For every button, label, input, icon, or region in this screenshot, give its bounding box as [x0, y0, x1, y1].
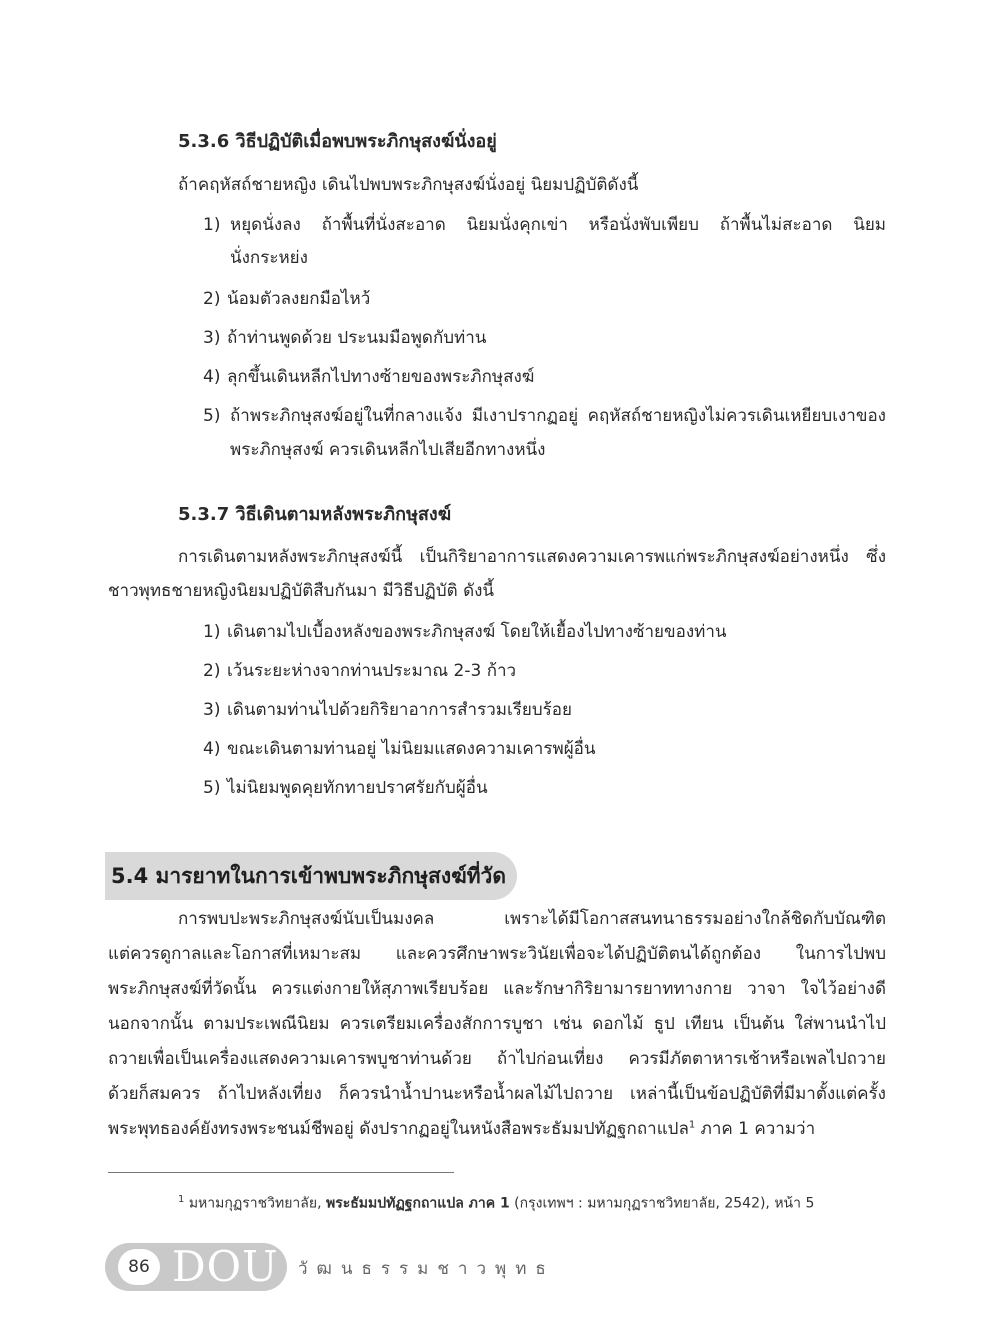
list-item-text-cont: นั่งกระหย่ง [230, 248, 308, 268]
list-number: 3) [203, 700, 221, 720]
list-number: 1) [203, 622, 221, 642]
paragraph-5-3-7-intro-cont: ชาวพุทธชายหญิงนิยมปฏิบัติสืบกันมา มีวิธีปฏิบัติ ดังนี้ [108, 581, 495, 601]
list-item [203, 365, 534, 389]
paragraph-line: นอกจากนั้น ตามประเพณีนิยม ควรเตรียมเครื่องสักการบูชา เช่น ดอกไม้ ธูป เทียน เป็นต้น ใส่พานนำไป [108, 1014, 886, 1034]
list-number: 5) [203, 778, 221, 798]
list-number: 4) [203, 367, 221, 387]
list-number: 2) [203, 289, 221, 309]
list-item [203, 659, 516, 683]
footnote-marker: 1 [178, 1194, 185, 1205]
list-item [203, 620, 727, 644]
list-item [203, 326, 486, 350]
paragraph-5-3-7-intro: การเดินตามหลังพระภิกษุสงฆ์นี้ เป็นกิริยาอาการแสดงความเคารพแก่พระภิกษุสงฆ์อย่างหนึ่ง ซึ่ง [178, 547, 886, 567]
footnote-details: (กรุงเทพฯ : มหามกุฏราชวิทยาลัย, 2542), หน้า 5 [509, 1195, 815, 1212]
paragraph-line: ด้วยก็สมควร ถ้าไปหลังเที่ยง ก็ควรนำน้ำปานะหรือน้ำผลไม้ไปถวาย เหล่านี้เป็นข้อปฏิบัติที่มีมาตั้งแต่ครั้ง [108, 1084, 886, 1104]
list-item-text: ไม่นิยมพูดคุยทักทายปราศรัยกับผู้อื่น [227, 778, 488, 798]
list-item-text: เดินตามไปเบื้องหลังของพระภิกษุสงฆ์ โดยให้เยื้องไปทางซ้ายของท่าน [227, 622, 727, 642]
paragraph-line-last [108, 1117, 815, 1141]
footnote-divider [108, 1172, 454, 1173]
section-title-5-4: 5.4 มารยาทในการเข้าพบพระภิกษุสงฆ์ที่วัด [111, 864, 506, 888]
list-item-text: น้อมตัวลงยกมือไหว้ [227, 289, 371, 309]
list-item [203, 404, 227, 428]
list-item-text: หยุดนั่งลง ถ้าพื้นที่นั่งสะอาด นิยมนั่งคุกเข่า หรือนั่งพับเพียบ ถ้าพื้นไม่สะอาด นิยม [230, 215, 886, 235]
list-item [203, 213, 227, 237]
list-number: 3) [203, 328, 221, 348]
paragraph-text: พระพุทธองค์ยังทรงพระชนม์ชีพอยู่ ดังปรากฏอยู่ในหนังสือพระธัมมปทัฏฐกถาแปล [108, 1119, 689, 1139]
list-number: 1) [203, 215, 221, 235]
list-item [203, 776, 488, 800]
paragraph-text: ภาค 1 ความว่า [695, 1119, 816, 1139]
list-item-text-cont: พระภิกษุสงฆ์ ควรเดินหลีกไปเสียอีกทางหนึ่ง [230, 440, 546, 460]
paragraph-line: การพบปะพระภิกษุสงฆ์นับเป็นมงคล เพราะได้มีโอกาสสนทนาธรรมอย่างใกล้ชิดกับบัณฑิต [178, 909, 886, 929]
list-item-text: ลุกขึ้นเดินหลีกไปทางซ้ายของพระภิกษุสงฆ์ [227, 367, 535, 387]
paragraph-line: พระภิกษุสงฆ์ที่วัดนั้น ควรแต่งกายให้สุภาพเรียบร้อย และรักษากิริยามารยาททางกาย วาจา ใจไว้อย่างดี [108, 979, 886, 999]
footnote-reference[interactable]: 1 [688, 1119, 696, 1131]
dou-logo: DOU [172, 1242, 279, 1291]
list-number: 4) [203, 739, 221, 759]
list-item [203, 737, 595, 761]
list-item-text: เดินตามท่านไปด้วยกิริยาอาการสำรวมเรียบร้อย [227, 700, 572, 720]
list-item-text: ขณะเดินตามท่านอยู่ ไม่นิยมแสดงความเคารพผู้อื่น [227, 739, 596, 759]
list-number: 5) [203, 406, 221, 426]
list-item [203, 698, 572, 722]
heading-5-3-6: 5.3.6 วิธีปฏิบัติเมื่อพบพระภิกษุสงฆ์นั่งอยู่ [178, 131, 497, 152]
paragraph-line: ถวายเพื่อเป็นเครื่องแสดงความเคารพบูชาท่านด้วย ถ้าไปก่อนเที่ยง ควรมีภัตตาหารเช้าหรือเพลไปถวาย [108, 1049, 886, 1069]
list-item [203, 287, 370, 311]
heading-5-3-7: 5.3.7 วิธีเดินตามหลังพระภิกษุสงฆ์ [178, 504, 452, 525]
footnote-book-title: พระธัมมปทัฏฐกถาแปล ภาค 1 [325, 1195, 510, 1212]
list-number: 2) [203, 661, 221, 681]
running-book-title: วัฒนธรรมชาวพุทธ [298, 1259, 555, 1279]
list-item-text: ถ้าพระภิกษุสงฆ์อยู่ในที่กลางแจ้ง มีเงาปรากฏอยู่ คฤหัสถ์ชายหญิงไม่ควรเดินเหยียบเงาของ [230, 406, 886, 426]
footnote [178, 1190, 814, 1214]
list-item-text: เว้นระยะห่างจากท่านประมาณ 2-3 ก้าว [227, 661, 517, 681]
page-number: 86 [118, 1249, 160, 1285]
paragraph-line: แต่ควรดูกาลและโอกาสที่เหมาะสม และควรศึกษาพระวินัยเพื่อจะได้ปฏิบัติตนได้ถูกต้อง ในการไปพบ [108, 944, 886, 964]
footnote-publisher: มหามกุฏราชวิทยาลัย, [184, 1195, 326, 1212]
list-item-text: ถ้าท่านพูดด้วย ประนมมือพูดกับท่าน [227, 328, 487, 348]
paragraph-5-3-6-intro: ถ้าคฤหัสถ์ชายหญิง เดินไปพบพระภิกษุสงฆ์นั่งอยู่ นิยมปฏิบัติดังนี้ [178, 175, 639, 195]
